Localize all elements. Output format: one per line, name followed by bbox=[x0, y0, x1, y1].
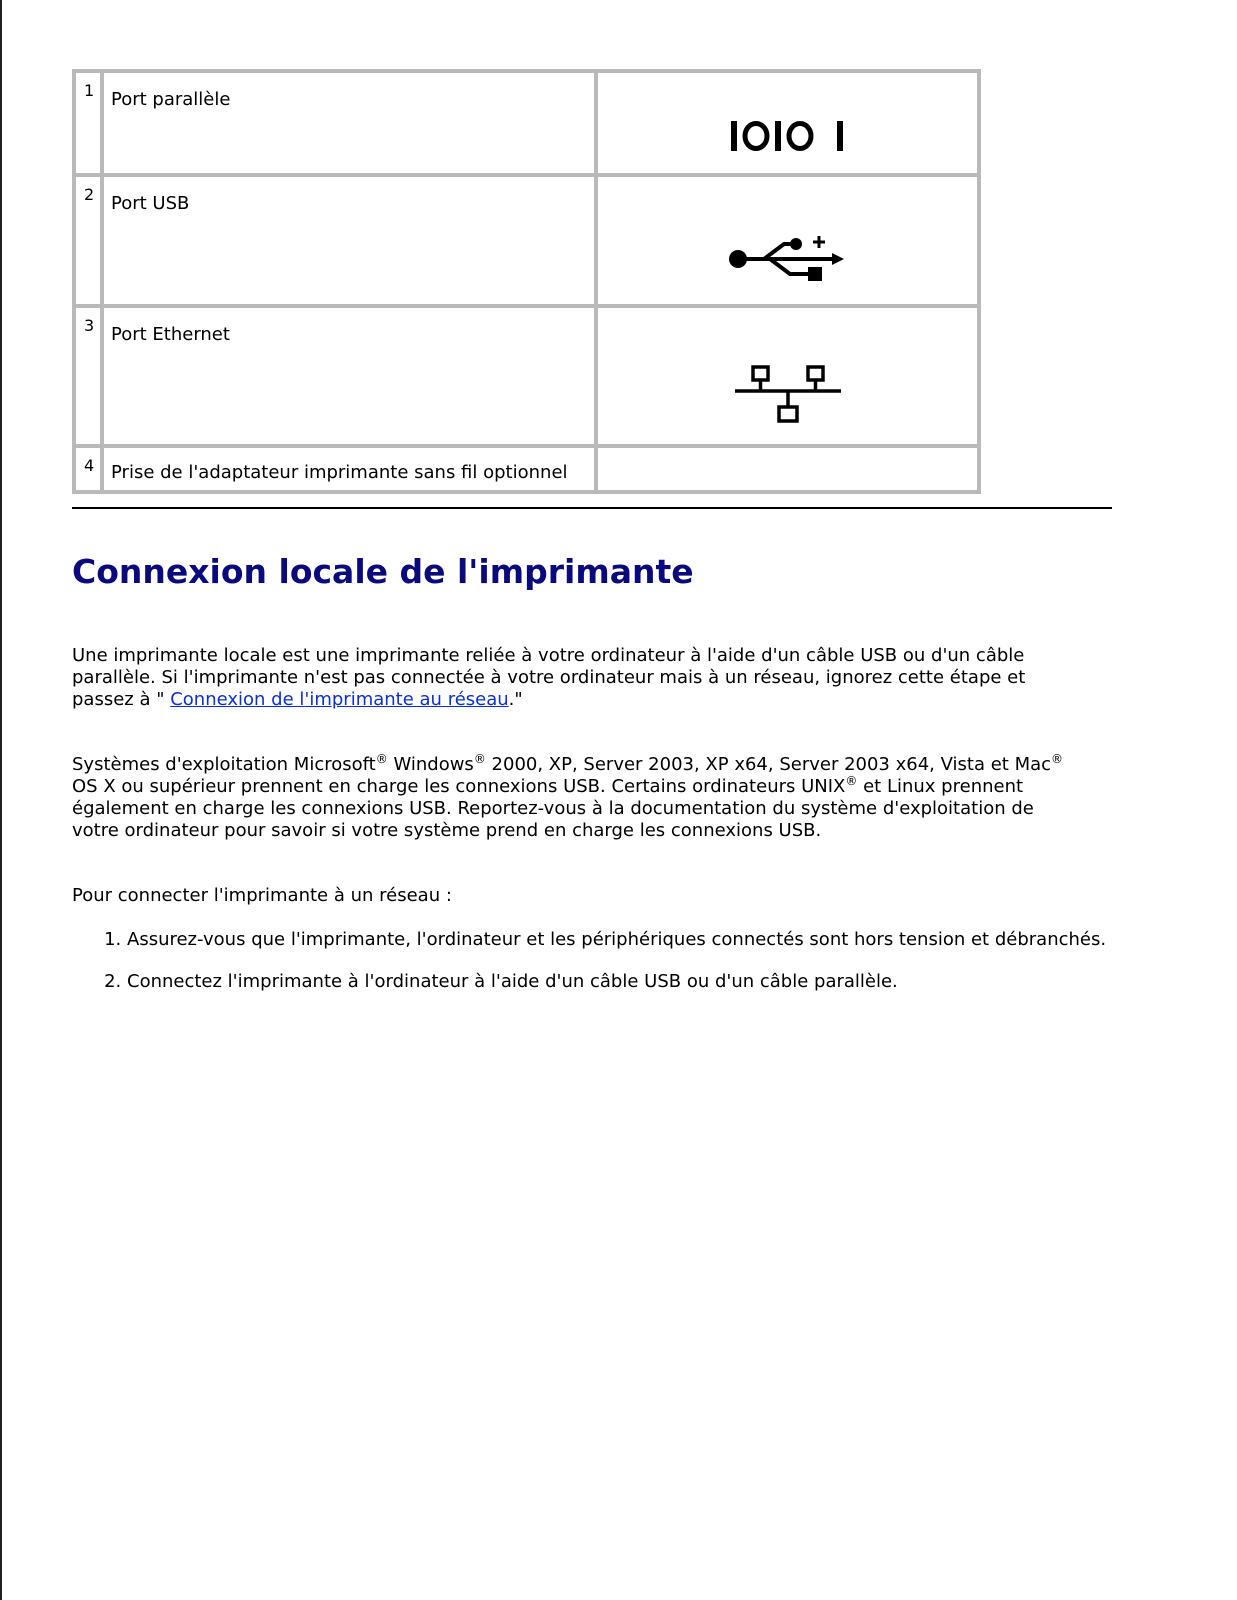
registered-mark: ® bbox=[845, 774, 858, 788]
horizontal-divider bbox=[72, 507, 1112, 509]
row-label: Port parallèle bbox=[102, 71, 596, 175]
list-item: 1. Assurez-vous que l'imprimante, l'ordinateur et les périphériques connectés sont hors tension et débranchés. bbox=[127, 929, 1127, 951]
ports-table bbox=[72, 69, 981, 494]
paragraph-intro-steps: Pour connecter l'imprimante à un réseau : bbox=[72, 885, 452, 906]
icon-cell bbox=[596, 71, 979, 175]
paragraph-text: Systèmes d'exploitation Microsoft bbox=[72, 754, 376, 775]
table-row bbox=[74, 175, 979, 306]
table-row bbox=[74, 446, 979, 492]
page-title: Connexion locale de l'imprimante bbox=[72, 552, 694, 591]
paragraph-local-printer bbox=[72, 645, 1082, 711]
row-number: 4 bbox=[74, 446, 102, 492]
icon-cell bbox=[596, 175, 979, 306]
paragraph-text: et Linux prennent également en charge les connexions USB. Reportez-vous à la documentation du système d'exploitation de votre ordinateur pour savoir si votre système prend en charge les connexions USB. bbox=[72, 776, 1034, 841]
parallel-port-icon bbox=[729, 118, 847, 154]
registered-mark: ® bbox=[1051, 752, 1064, 766]
row-label: Port USB bbox=[102, 175, 596, 306]
registered-mark: ® bbox=[375, 752, 388, 766]
row-label: Prise de l'adaptateur imprimante sans fil optionnel bbox=[102, 446, 596, 492]
registered-mark: ® bbox=[473, 752, 486, 766]
paragraph-text: Windows bbox=[387, 754, 474, 775]
paragraph-os-support bbox=[72, 754, 1082, 842]
row-number: 1 bbox=[74, 71, 102, 175]
steps-list bbox=[72, 929, 1127, 1013]
network-connection-link[interactable]: Connexion de l'imprimante au réseau bbox=[170, 689, 509, 710]
paragraph-text: Une imprimante locale est une imprimante reliée à votre ordinateur à l'aide d'un câble USB ou d'un câble parallèle. Si l'imprimante n'est pas connectée à votre ordinateur mais à un réseau, ignorez cette étape et passez à " bbox=[72, 645, 1026, 710]
table-row bbox=[74, 71, 979, 175]
icon-cell bbox=[596, 306, 979, 446]
table-row bbox=[74, 306, 979, 446]
row-number: 3 bbox=[74, 306, 102, 446]
paragraph-text: 2000, XP, Server 2003, XP x64, Server 2003 x64, Vista et Mac bbox=[485, 754, 1052, 775]
usb-icon bbox=[728, 233, 848, 285]
paragraph-text: ." bbox=[508, 689, 523, 710]
row-label: Port Ethernet bbox=[102, 306, 596, 446]
ethernet-icon bbox=[733, 363, 843, 427]
icon-cell bbox=[596, 446, 979, 492]
paragraph-text: OS X ou supérieur prennent en charge les connexions USB. Certains ordinateurs UNIX bbox=[72, 776, 846, 797]
list-item: 2. Connectez l'imprimante à l'ordinateur à l'aide d'un câble USB ou d'un câble parallèle. bbox=[127, 971, 1127, 993]
row-number: 2 bbox=[74, 175, 102, 306]
